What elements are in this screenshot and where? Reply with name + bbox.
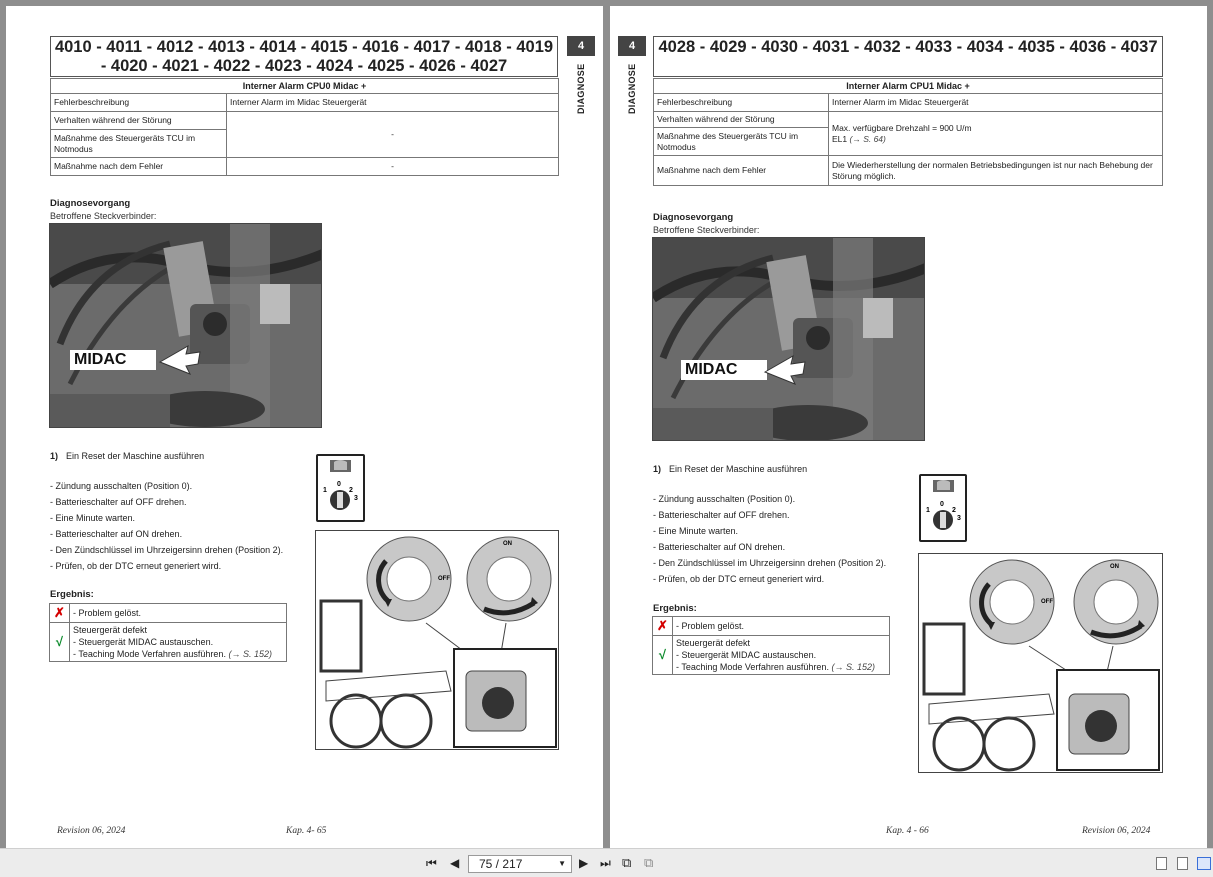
- fault-table-header: Interner Alarm CPU1 Midac +: [654, 79, 1163, 94]
- page-title: 4028 - 4029 - 4030 - 4031 - 4032 - 4033 - 4034 - 4035 - 4036 - 4037: [653, 36, 1163, 77]
- list-item: - Batterieschalter auf OFF drehen.: [653, 507, 886, 523]
- footer-chapter: Kap. 4- 65: [286, 826, 327, 836]
- list-item: - Zündung ausschalten (Position 0).: [653, 491, 886, 507]
- chapter-tab: 4: [567, 36, 595, 56]
- check-mark-icon: √: [653, 636, 673, 675]
- result-table: [49, 603, 287, 662]
- reset-steps-list: [50, 478, 283, 574]
- document-page-left: [6, 6, 603, 848]
- diagnosis-heading: Diagnosevorgang: [50, 198, 131, 209]
- x-mark-icon: ✗: [50, 604, 70, 623]
- list-item: - Batterieschalter auf ON drehen.: [50, 526, 283, 542]
- last-page-icon[interactable]: ⏭: [600, 856, 611, 870]
- prev-page-icon[interactable]: ◀: [450, 856, 460, 870]
- fault-table-header: Interner Alarm CPU0 Midac +: [51, 79, 559, 94]
- table-row: Maßnahme des Steuergeräts TCU im Notmodus: [654, 128, 1163, 156]
- battery-switch-diagram: OFF ON: [918, 553, 1163, 773]
- list-item: - Batterieschalter auf ON drehen.: [653, 539, 886, 555]
- result-heading: Ergebnis:: [653, 603, 697, 614]
- midac-photo-illustration: [50, 224, 322, 428]
- chevron-down-icon[interactable]: ▼: [558, 859, 566, 868]
- table-row: Maßnahme des Steuergeräts TCU im Notmodus: [51, 130, 559, 158]
- list-item: - Eine Minute warten.: [653, 523, 886, 539]
- copy-page-icon[interactable]: ⧉: [622, 855, 632, 870]
- fault-table: [653, 78, 1163, 186]
- list-item: - Den Zündschlüssel im Uhrzeigersinn drehen (Position 2).: [50, 542, 283, 558]
- footer-chapter: Kap. 4 - 66: [886, 826, 929, 836]
- pdf-navigation-toolbar: [0, 848, 1213, 877]
- table-row: ✗ - Problem gelöst.: [50, 604, 287, 623]
- single-page-view-icon[interactable]: [1156, 857, 1167, 870]
- midac-label: MIDAC: [685, 361, 738, 378]
- table-row: Verhalten während der Störung -: [51, 112, 559, 130]
- next-page-icon[interactable]: ▶: [579, 856, 589, 870]
- table-row: Maßnahme nach dem Fehler Die Wiederherstellung der normalen Betriebsbedingungen ist nur nach Behebung der Störung möglich.: [654, 156, 1163, 186]
- list-item: - Batterieschalter auf OFF drehen.: [50, 494, 283, 510]
- table-row: Fehlerbeschreibung Interner Alarm im Midac Steuergerät: [51, 94, 559, 112]
- first-page-icon[interactable]: ⏮: [426, 856, 437, 870]
- reset-step: 1) Ein Reset der Maschine ausführen: [50, 451, 205, 461]
- diagnosis-heading: Diagnosevorgang: [653, 212, 734, 223]
- midac-label: MIDAC: [74, 351, 127, 368]
- midac-photo: [652, 237, 925, 441]
- midac-photo-illustration: [653, 238, 925, 441]
- side-label: DIAGNOSE: [627, 63, 637, 114]
- list-item: - Prüfen, ob der DTC erneut generiert wird.: [653, 571, 886, 587]
- two-page-view-icon[interactable]: [1197, 857, 1211, 870]
- side-label: DIAGNOSE: [576, 63, 586, 114]
- list-item: - Eine Minute warten.: [50, 510, 283, 526]
- table-row: Fehlerbeschreibung Interner Alarm im Midac Steuergerät: [654, 94, 1163, 112]
- table-row: √ Steuergerät defekt - Steuergerät MIDAC austauschen. - Teaching Mode Verfahren ausführen. (→ S. 152): [653, 636, 890, 675]
- check-mark-icon: √: [50, 623, 70, 662]
- connector-subheading: Betroffene Steckverbinder:: [653, 225, 760, 235]
- table-row: Verhalten während der Störung Max. verfügbare Drehzahl = 900 U/m EL1 (→ S. 64): [654, 112, 1163, 128]
- compare-page-icon[interactable]: ⧉: [644, 855, 654, 870]
- connector-subheading: Betroffene Steckverbinder:: [50, 211, 157, 221]
- ignition-key-icon: 1 0 2 3: [919, 474, 967, 542]
- table-row: √ Steuergerät defekt - Steuergerät MIDAC austauschen. - Teaching Mode Verfahren ausführen. (→ S. 152): [50, 623, 287, 662]
- document-page-right: [610, 6, 1207, 848]
- list-item: - Den Zündschlüssel im Uhrzeigersinn drehen (Position 2).: [653, 555, 886, 571]
- reset-step: 1) Ein Reset der Maschine ausführen: [653, 464, 808, 474]
- x-mark-icon: ✗: [653, 617, 673, 636]
- fault-table: [50, 78, 559, 176]
- result-heading: Ergebnis:: [50, 589, 94, 600]
- list-item: - Zündung ausschalten (Position 0).: [50, 478, 283, 494]
- page-title: 4010 - 4011 - 4012 - 4013 - 4014 - 4015 - 4016 - 4017 - 4018 - 4019 - 4020 - 4021 - 4022 - 4023 - 4024 - 4025 - 4026 - 4027: [50, 36, 558, 77]
- battery-switch-diagram: OFF ON: [315, 530, 559, 750]
- continuous-view-icon[interactable]: [1177, 857, 1188, 870]
- footer-revision: Revision 06, 2024: [1082, 826, 1151, 836]
- table-row: ✗ - Problem gelöst.: [653, 617, 890, 636]
- result-table: [652, 616, 890, 675]
- chapter-tab: 4: [618, 36, 646, 56]
- list-item: - Prüfen, ob der DTC erneut generiert wird.: [50, 558, 283, 574]
- midac-photo: [49, 223, 322, 428]
- reset-steps-list: [653, 491, 886, 587]
- table-row: Maßnahme nach dem Fehler -: [51, 158, 559, 176]
- footer-revision: Revision 06, 2024: [57, 826, 126, 836]
- ignition-key-icon: 1 0 2 3: [316, 454, 365, 522]
- page-number-input[interactable]: 75 / 217 ▼: [468, 855, 572, 873]
